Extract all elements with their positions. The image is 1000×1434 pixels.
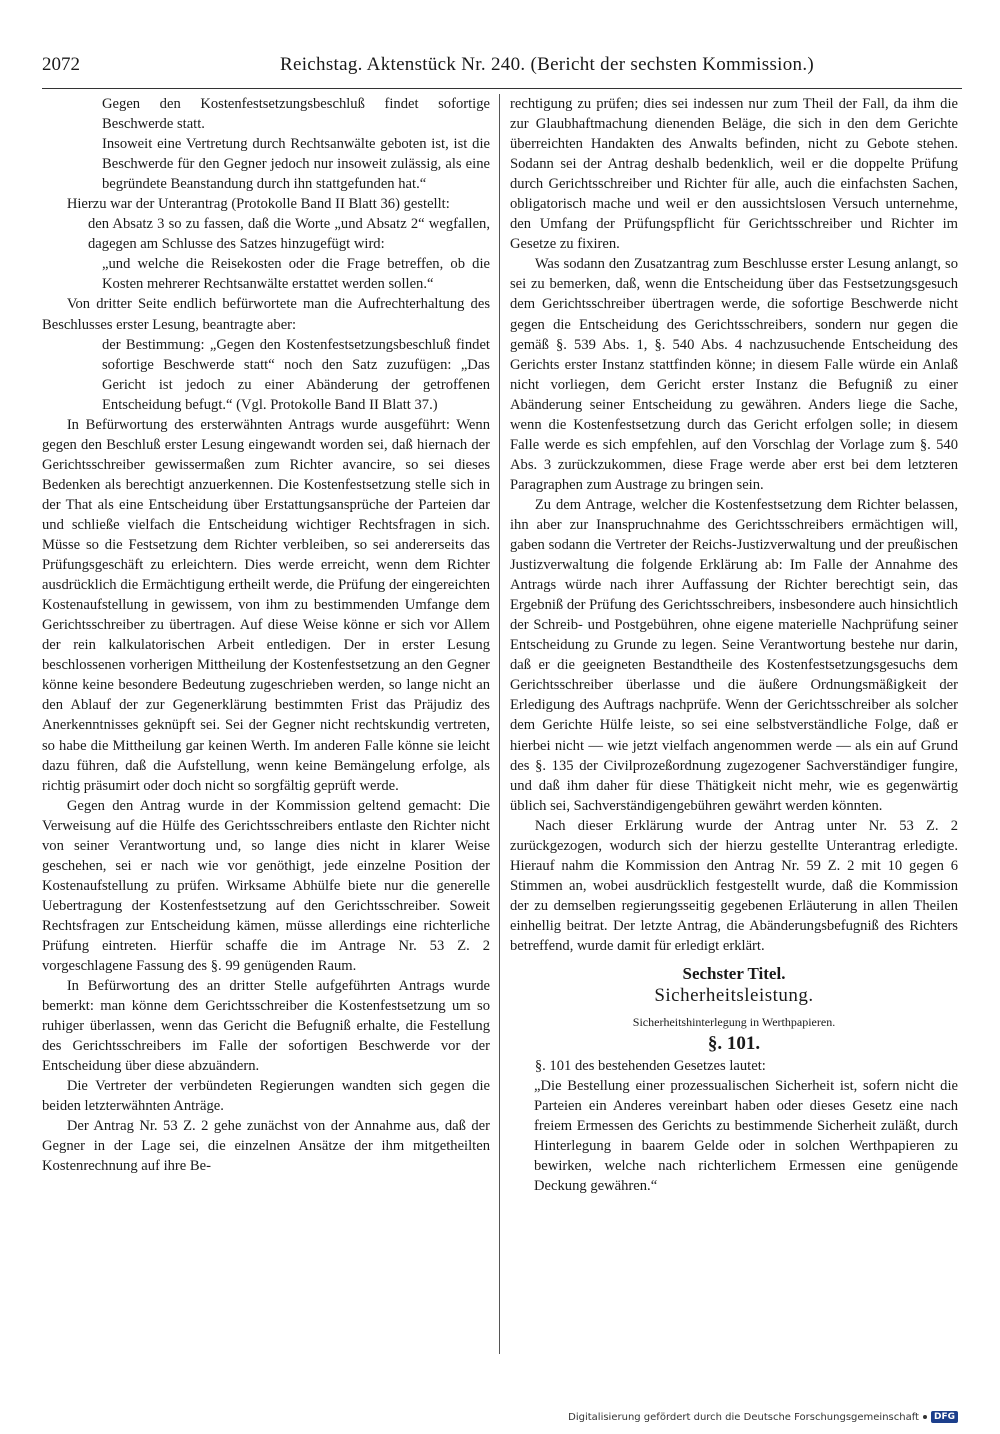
left-paragraph: Von dritter Seite endlich befürwortete man die Aufrechterhaltung des Beschlusses erster Lesung, beantragte aber: — [42, 296, 490, 333]
left-paragraph: Gegen den Kostenfestsetzungsbeschluß findet sofortige Beschwerde statt. — [102, 96, 490, 133]
page-header — [42, 54, 962, 86]
right-paragraph: rechtigung zu prüfen; dies sei indessen nur zum Theil der Fall, da ihm die zur Glaubhaftmachung dienenden Beläge, die sich in den dem Gerichte überreichten Handakten des Anwalts befinden, nicht zu Gebote stehen. Sodann sei der Antrag deshalb bedenklich, weil er die doppelte Prüfung durch Gerichtsschreiber und Richter für alle, auch die einfachsten Sachen, obligatorisch mache und weil er den aussichtslosen Versuch unternehme, den Umfang der Prüfungspflicht für Gerichtsschreiber und Richter im Gesetze zu fixiren. — [510, 96, 958, 253]
column-divider — [499, 94, 500, 1354]
left-paragraph: Gegen den Antrag wurde in der Kommission geltend gemacht: Die Verweisung auf die Hülfe des Gerichtsschreibers entlaste den Richter nicht von seiner Verantwortung und, so lange dies nicht in klarer Weise geschehen, sei er nach wie vor genöthigt, jede einzelne Position der Kostenaufstellung zu prüfen. Wirksame Abhülfe biete nur die generelle Uebertragung der Kostenfestsetzung auf den Gerichtsschreiber. Soweit Rechtsfragen zur Entscheidung kämen, müsse allerdings eine richterliche Prüfung eintreten. Hierfür schaffe die im Antrage Nr. 53 Z. 2 vorgeschlagene Fassung des §. 99 genügenden Raum. — [42, 797, 490, 975]
left-column — [42, 94, 490, 1177]
right-paragraph: Was sodann den Zusatzantrag zum Beschlusse erster Lesung anlangt, so sei zu bemerken, daß, wenn die Entscheidung über das Festsetzungsgesuch dem Gerichtsschreiber übertragen werde, die sofortige Beschwerde nicht gegen die Entscheidung des Gerichtsschreibers, sondern nur gegen die gemäß §. 539 Abs. 1, §. 540 Abs. 4 nachzusuchende Entscheidung des Gerichts erster Instanz stattfinden könne; in diesem Falle würde ein Anlaß nicht vorliegen, dem Gericht erster Instanz die Befugniß zu einer Abänderung seiner Entscheidung zu gewähren. Anders liege die Sache, wenn die Kostenfestsetzung durch das Gericht erfolgen solle; in diesem Falle werde es sich empfehlen, auf den Vorschlag der Vorlage zum §. 540 Abs. 3 zurückzukommen, diese Frage werde aber erst bei dem letzteren Paragraphen zum Austrage zu bringen sein. — [510, 256, 958, 493]
right-column-paragraphs — [510, 94, 958, 956]
header-rule — [42, 88, 962, 89]
section-title: Sechster Titel. — [682, 964, 786, 984]
section-subtitle: Sicherheitsleistung. — [654, 985, 814, 1007]
left-paragraph: den Absatz 3 so zu fassen, daß die Worte „und Absatz 2“ wegfallen, dagegen am Schlusse des Satzes hinzugefügt wird: — [88, 216, 490, 253]
left-paragraph: In Befürwortung des an dritter Stelle aufgeführten Antrags wurde bemerkt: man könne dem Gerichtsschreiber die Kostenfestsetzung um so ruhiger überlassen, wenn das Gericht die Befugniß erhalte, die Festellung des Gerichtsschreibers im Falle der sofortigen Beschwerde vor der Entscheidung über diese abzuändern. — [42, 978, 490, 1075]
left-paragraph: „und welche die Reisekosten oder die Frage betreffen, ob die Kosten mehrerer Rechtsanwälte erstattet werden sollen.“ — [102, 256, 490, 293]
page-title: Reichstag. Aktenstück Nr. 240. (Bericht der sechsten Kommission.) — [280, 54, 814, 75]
left-paragraph: Hierzu war der Unterantrag (Protokolle Band II Blatt 36) gestellt: — [66, 196, 450, 213]
left-paragraph: In Befürwortung des ersterwähnten Antrags wurde ausgeführt: Wenn gegen den Beschluß erster Lesung eingewandt worden sei, daß hiernach der Gerichtsschreiber gewissermaßen zum Richter avancire, so sei dieses Bedenken als berechtigt anzuerkennen. Die Kostenfestsetzung stelle sich in der That als eine Entscheidung über Erstattungsansprüche der Parteien dar und schließe vielfach die Entscheidung wichtiger Rechtsfragen in sich. Müsse so die Festsetzung dem Richter verbleiben, so sei andererseits das Prüfungsgeschäft zu erleichtern. Dies werde erreicht, wenn dem Richter ausdrücklich die Ermächtigung ertheilt werde, die Prüfung der eingereichten Kostenaufstellung in gewissem, von ihm zu bestimmenden Umfange dem Gerichtsschreiber zu übertragen. Auf diese Weise könne er sich vor Allem der rein kalkulatorischen Arbeit entledigen. Der in erster Lesung beschlossenen vorherigen Mittheilung der Kostenfestsetzung an den Gegner könne keine besondere Bedeutung zugeschrieben werden, so lange nicht an den Ablauf der zur Gegenerklärung bestimmten Frist das Präjudiz des Anerkenntnisses geknüpft sei. Sei der Gegner nicht rechtskundig vertreten, so habe die Mittheilung gar keinen Werth. Im anderen Falle könne sie leicht dazu führen, daß die Aufstellung, wenn keine Bemängelung erfolge, als richtig präsumirt oder doch nicht so sorgfältig geprüft werde. — [42, 416, 490, 794]
page-number: 2072 — [42, 54, 80, 75]
right-paragraph: Zu dem Antrage, welcher die Kostenfestsetzung dem Richter belassen, ihn aber zur Inanspruchnahme des Gerichtsschreibers ermächtigen will, gaben sodann die Vertreter der Reichs-Justizverwaltung und der preußischen Justizverwaltung die folgende Erklärung ab: Im Falle der Annahme des Antrags würde nach ihrer Auffassung der Richter berechtigt sein, das Ergebniß der Prüfung des Gerichtsschreibers, insbesondere auch hinsichtlich der Schreib- und Postgebühren, ohne eigene materielle Nachprüfung seiner Entscheidung zu Grunde zu legen. Seine Verantwortung bestehe nur darin, daß er die geeigneten Bestandtheile des Kostenfestsetzungsgesuchs dem Gerichtsschreiber überlasse und die äußere Ordnungsmäßigkeit der Erledigung des Auftrags nachprüfe. Wenn der Gerichtsschreiber als solcher dem Gerichte Hülfe leiste, so sei eine selbstverständliche Folge, daß er hierbei nicht — wie jetzt vielfach angenommen werde — als ein auf Grund des §. 135 der Civilprozeßordnung zugezogener Sachverständiger fungire, und daß ihm daher für diese Thätigkeit nicht mehr, wie es gegenwärtig üblich sei, Sachverständigengebühren gewährt werden könnten. — [510, 496, 958, 814]
left-paragraph: Die Vertreter der verbündeten Regierungen wandten sich gegen die beiden letzterwähnten Anträge. — [42, 1078, 490, 1115]
section-quote: „Die Bestellung einer prozessualischen Sicherheit ist, sofern nicht die Parteien ein Anderes vereinbart haben oder dieses Gesetz eine nach freiem Ermessen des Gerichts zu bestimmende Sicherheit zuläßt, durch Hinterlegung in baarem Gelde oder in solchen Werthpapieren zu bewirken, welche nach richterlichem Ermessen eine genügende Deckung gewähren.“ — [534, 1078, 958, 1195]
section-intro: §. 101 des bestehenden Gesetzes lautet: — [534, 1058, 766, 1075]
paragraph-sign: §. 101. — [707, 1033, 761, 1055]
section-subheading: Sicherheitshinterlegung in Werthpapieren. — [632, 1015, 836, 1030]
left-paragraph: Der Antrag Nr. 53 Z. 2 gehe zunächst von der Annahme aus, daß der Gegner in der Lage sei, die einzelnen Ansätze der ihm mitgetheilten Kostenrechnung auf ihre Be- — [42, 1118, 490, 1175]
footer-text: Digitalisierung gefördert durch die Deutsche Forschungsgemeinschaft — [568, 1411, 919, 1423]
right-column — [510, 94, 958, 1197]
left-paragraph: Insoweit eine Vertretung durch Rechtsanwälte geboten ist, ist die Beschwerde für den Gegner jedoch nur insoweit zulässig, als eine begründete Beanstandung durch ihn stattgefunden hat.“ — [102, 136, 490, 193]
dfg-logo: DFG — [931, 1411, 958, 1423]
left-paragraph: der Bestimmung: „Gegen den Kostenfestsetzungsbeschluß findet sofortige Beschwerde statt“ noch den Satz zuzufügen: „Das Gericht ist jedoch zu einer Abänderung der getroffenen Entscheidung befugt.“ (Vgl. Protokolle Band II Blatt 37.) — [102, 336, 490, 413]
separator-dot-icon — [923, 1415, 927, 1419]
footer — [568, 1411, 958, 1423]
right-paragraph: Nach dieser Erklärung wurde der Antrag unter Nr. 53 Z. 2 zurückgezogen, wodurch sich der hierzu gestellte Unterantrag erledigte. Hierauf nahm die Kommission den Antrag Nr. 59 Z. 2 mit 10 gegen 6 Stimmen an, wobei ausdrücklich festgestellt wurde, daß die Kommission der zu demselben regierungsseitig gegebenen Erläuterung in allen Theilen einhellig beitrat. Der letzte Antrag, die Abänderungsbefugniß des Richters betreffend, wurde damit für erledigt erklärt. — [510, 817, 958, 954]
